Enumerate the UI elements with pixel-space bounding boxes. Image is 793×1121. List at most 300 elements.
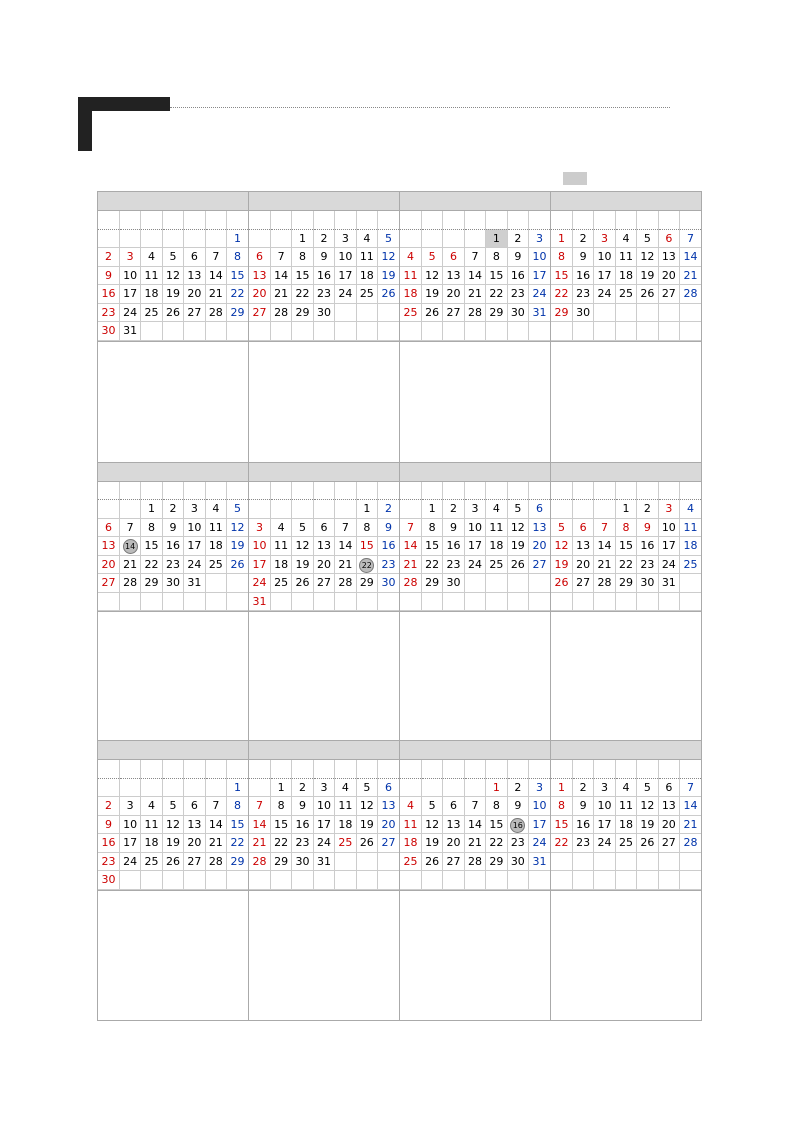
day-cell: 19 (378, 266, 399, 285)
weekday-header (400, 482, 550, 500)
day-cell: 8 (356, 518, 377, 537)
weekday-label (680, 760, 701, 778)
day-cell: 30 (292, 852, 313, 871)
weekday-label (162, 760, 183, 778)
day-cell: 23 (572, 834, 593, 853)
day-cell (615, 592, 636, 611)
day-cell: 29 (141, 574, 162, 593)
day-cell: 5 (356, 778, 377, 797)
weekday-label (637, 211, 658, 229)
week-row (98, 574, 248, 593)
week-row (98, 815, 248, 834)
week-row (551, 852, 701, 871)
day-cell: 30 (572, 303, 593, 322)
week-row (400, 815, 550, 834)
day-cell: 18 (141, 285, 162, 304)
day-cell: 29 (551, 303, 572, 322)
day-cell: 26 (162, 852, 183, 871)
weekday-label (249, 482, 270, 500)
day-cell: 7 (249, 797, 270, 816)
day-cell (594, 871, 615, 890)
day-cell: 7 (400, 518, 421, 537)
day-cell: 11 (615, 248, 636, 267)
day-cell: 21 (680, 815, 701, 834)
day-cell: 19 (292, 555, 313, 574)
day-cell (680, 871, 701, 890)
week-row (400, 834, 550, 853)
day-cell (529, 322, 550, 341)
week-row (98, 852, 248, 871)
month-grid (249, 482, 399, 612)
day-cell: 5 (637, 778, 658, 797)
week-row (551, 500, 701, 519)
day-cell: 28 (594, 574, 615, 593)
day-cell: 25 (400, 852, 421, 871)
day-cell: 7 (594, 518, 615, 537)
day-cell: 15 (227, 266, 248, 285)
day-cell: 12 (356, 797, 377, 816)
day-cell: 26 (551, 574, 572, 593)
day-cell: 25 (680, 555, 701, 574)
day-cell: 13 (529, 518, 550, 537)
day-cell (356, 852, 377, 871)
week-row (249, 592, 399, 611)
weekday-label (400, 760, 421, 778)
day-cell: 19 (507, 537, 528, 556)
day-cell (227, 574, 248, 593)
week-row (400, 285, 550, 304)
day-cell: 12 (507, 518, 528, 537)
day-cell: 6 (313, 518, 334, 537)
weekday-label (98, 760, 119, 778)
month-grid (98, 482, 248, 612)
day-cell: 16 (98, 834, 119, 853)
day-cell: 3 (594, 229, 615, 248)
day-cell: 9 (572, 248, 593, 267)
day-cell (658, 592, 679, 611)
week-row (249, 574, 399, 593)
day-cell (356, 871, 377, 890)
day-cell: 20 (184, 834, 205, 853)
day-cell: 10 (249, 537, 270, 556)
day-cell (464, 574, 485, 593)
day-cell: 9 (292, 797, 313, 816)
no-meal-swatch (563, 172, 587, 185)
day-cell (658, 303, 679, 322)
day-cell: 20 (443, 285, 464, 304)
week-row (551, 871, 701, 890)
day-cell: 26 (292, 574, 313, 593)
day-cell: 24 (529, 834, 550, 853)
week-row (249, 871, 399, 890)
day-cell: 16 (292, 815, 313, 834)
day-cell: 25 (141, 852, 162, 871)
day-cell: 11 (400, 815, 421, 834)
day-cell: 17 (594, 266, 615, 285)
day-cell (680, 574, 701, 593)
day-cell: 6 (529, 500, 550, 519)
weekday-label (141, 482, 162, 500)
day-cell (507, 574, 528, 593)
month-grid (551, 211, 701, 341)
day-cell: 3 (119, 248, 140, 267)
weekday-label (119, 760, 140, 778)
day-cell: 5 (507, 500, 528, 519)
day-cell (378, 871, 399, 890)
day-cell: 8 (141, 518, 162, 537)
week-row (400, 303, 550, 322)
day-cell (162, 871, 183, 890)
day-cell: 25 (356, 285, 377, 304)
day-cell (594, 500, 615, 519)
day-cell: 18 (205, 537, 226, 556)
day-cell: 22 (551, 834, 572, 853)
weekday-label (356, 482, 377, 500)
day-cell (443, 592, 464, 611)
weekday-label (680, 211, 701, 229)
day-cell: 10 (594, 248, 615, 267)
events-cell (98, 890, 249, 1020)
day-cell (184, 778, 205, 797)
day-cell: 13 (378, 797, 399, 816)
day-cell: 20 (184, 285, 205, 304)
week-row (400, 778, 550, 797)
day-cell: 26 (378, 285, 399, 304)
day-cell: 9 (378, 518, 399, 537)
day-cell: 18 (400, 285, 421, 304)
day-cell: 22 (486, 285, 507, 304)
day-cell: 14 (680, 248, 701, 267)
day-cell (98, 592, 119, 611)
month-grid (551, 482, 701, 612)
day-cell (378, 303, 399, 322)
day-cell: 21 (680, 266, 701, 285)
week-row (98, 778, 248, 797)
day-cell: 20 (443, 834, 464, 853)
day-cell: 27 (313, 574, 334, 593)
day-cell: 16 (162, 537, 183, 556)
week-row (98, 500, 248, 519)
week-row (98, 285, 248, 304)
week-row (400, 500, 550, 519)
day-cell (680, 303, 701, 322)
day-cell (378, 852, 399, 871)
day-cell: 12 (421, 266, 442, 285)
week-row (249, 852, 399, 871)
day-cell: 13 (184, 815, 205, 834)
weekday-header (551, 211, 701, 229)
weekday-label (184, 760, 205, 778)
day-cell: 22 (615, 555, 636, 574)
day-cell (205, 778, 226, 797)
month-title (400, 192, 550, 211)
day-cell: 18 (400, 834, 421, 853)
weekday-label (551, 211, 572, 229)
day-cell: 24 (249, 574, 270, 593)
day-cell: 30 (98, 322, 119, 341)
week-row (249, 266, 399, 285)
day-cell (184, 592, 205, 611)
month-row (98, 741, 702, 891)
day-cell: 24 (313, 834, 334, 853)
day-cell (162, 322, 183, 341)
day-cell: 25 (335, 834, 356, 853)
week-row (551, 229, 701, 248)
day-cell (227, 322, 248, 341)
day-cell (249, 871, 270, 890)
day-cell: 16 (572, 815, 593, 834)
day-cell: 10 (119, 266, 140, 285)
week-row (400, 537, 550, 556)
day-cell: 27 (529, 555, 550, 574)
weekday-label (292, 211, 313, 229)
month-grid (249, 760, 399, 890)
week-row (249, 500, 399, 519)
day-cell: 16 (98, 285, 119, 304)
day-cell: 17 (529, 266, 550, 285)
day-cell: 9 (98, 815, 119, 834)
week-row (551, 778, 701, 797)
weekday-label (486, 482, 507, 500)
day-cell (572, 852, 593, 871)
month-block (249, 741, 400, 891)
day-cell: 29 (292, 303, 313, 322)
day-cell: 11 (141, 815, 162, 834)
events-cell (551, 612, 702, 741)
weekday-label (292, 482, 313, 500)
weekday-label (464, 760, 485, 778)
day-cell (637, 322, 658, 341)
weekday-header (249, 760, 399, 778)
day-cell (292, 592, 313, 611)
day-cell (551, 592, 572, 611)
weekday-label (313, 482, 334, 500)
day-cell: 18 (615, 266, 636, 285)
weekday-label (529, 760, 550, 778)
day-cell: 1 (615, 500, 636, 519)
week-row (551, 537, 701, 556)
day-cell: 13 (249, 266, 270, 285)
day-cell: 24 (464, 555, 485, 574)
day-cell: 22 (551, 285, 572, 304)
weekday-label (551, 482, 572, 500)
day-cell: 17 (464, 537, 485, 556)
weekday-label (270, 482, 291, 500)
day-cell (486, 871, 507, 890)
day-cell: 17 (119, 285, 140, 304)
day-cell: 15 (486, 815, 507, 834)
day-cell: 8 (486, 248, 507, 267)
day-cell: 6 (572, 518, 593, 537)
week-row (98, 871, 248, 890)
weekday-label (313, 760, 334, 778)
day-cell: 7 (205, 248, 226, 267)
week-row (249, 537, 399, 556)
weekday-header (98, 482, 248, 500)
weekday-label (421, 211, 442, 229)
day-cell: 26 (637, 285, 658, 304)
day-cell: 7 (205, 797, 226, 816)
month-grid (400, 760, 550, 890)
no-meal-circle: 14 (123, 539, 138, 554)
day-cell (529, 574, 550, 593)
day-cell: 20 (313, 555, 334, 574)
day-cell: 1 (421, 500, 442, 519)
day-cell: 12 (162, 266, 183, 285)
day-cell (615, 871, 636, 890)
weekday-label (378, 760, 399, 778)
day-cell: 8 (486, 797, 507, 816)
weekday-label (162, 211, 183, 229)
day-cell: 17 (184, 537, 205, 556)
day-cell: 18 (335, 815, 356, 834)
day-cell (313, 592, 334, 611)
day-cell: 20 (98, 555, 119, 574)
day-cell (270, 322, 291, 341)
week-row (400, 592, 550, 611)
day-cell: 24 (335, 285, 356, 304)
day-cell: 16 (378, 537, 399, 556)
day-cell: 6 (443, 248, 464, 267)
day-cell: 23 (507, 285, 528, 304)
weekday-label (335, 760, 356, 778)
week-row (249, 797, 399, 816)
weekday-label (486, 760, 507, 778)
day-cell: 20 (658, 815, 679, 834)
day-cell: 27 (378, 834, 399, 853)
month-grid (249, 211, 399, 341)
day-cell: 30 (162, 574, 183, 593)
day-cell: 9 (443, 518, 464, 537)
day-cell: 8 (227, 248, 248, 267)
day-cell (400, 500, 421, 519)
month-row (98, 462, 702, 612)
month-grid (98, 211, 248, 341)
week-row (249, 834, 399, 853)
day-cell: 3 (184, 500, 205, 519)
day-cell: 22 (227, 285, 248, 304)
day-cell: 2 (443, 500, 464, 519)
day-cell (98, 778, 119, 797)
day-cell (119, 500, 140, 519)
day-cell: 9 (572, 797, 593, 816)
day-cell: 28 (205, 852, 226, 871)
day-cell: 5 (162, 797, 183, 816)
month-title (98, 463, 248, 482)
calendar-table (97, 191, 702, 1021)
day-cell: 26 (227, 555, 248, 574)
day-cell: 31 (313, 852, 334, 871)
day-cell: 17 (529, 815, 550, 834)
day-cell (378, 592, 399, 611)
day-cell (400, 229, 421, 248)
day-cell: 27 (184, 852, 205, 871)
day-cell: 25 (141, 303, 162, 322)
day-cell (205, 574, 226, 593)
day-cell (529, 871, 550, 890)
week-row (551, 555, 701, 574)
weekday-label (227, 211, 248, 229)
day-cell: 21 (594, 555, 615, 574)
month-grid (400, 211, 550, 341)
day-cell (464, 229, 485, 248)
month-title (98, 192, 248, 211)
day-cell: 16 (507, 266, 528, 285)
day-cell: 10 (464, 518, 485, 537)
week-row (400, 266, 550, 285)
day-cell: 12 (421, 815, 442, 834)
day-cell (551, 852, 572, 871)
day-cell: 25 (400, 303, 421, 322)
day-cell (421, 322, 442, 341)
weekday-header (551, 760, 701, 778)
day-cell: 20 (249, 285, 270, 304)
day-cell: 22 (141, 555, 162, 574)
day-cell (335, 322, 356, 341)
month-block (400, 462, 551, 612)
day-cell: 31 (658, 574, 679, 593)
day-cell: 29 (486, 852, 507, 871)
weekday-label (443, 760, 464, 778)
day-cell: 12 (292, 537, 313, 556)
day-cell (162, 229, 183, 248)
day-cell (529, 592, 550, 611)
day-cell: 26 (162, 303, 183, 322)
events-row (98, 890, 702, 1020)
day-cell: 14 (680, 797, 701, 816)
day-cell: 1 (551, 229, 572, 248)
day-cell (184, 229, 205, 248)
day-cell: 25 (270, 574, 291, 593)
day-cell (119, 229, 140, 248)
day-cell: 16 (572, 266, 593, 285)
day-cell: 18 (141, 834, 162, 853)
weekday-label (313, 211, 334, 229)
events-cell (249, 341, 400, 462)
day-cell: 5 (378, 229, 399, 248)
day-cell: 2 (637, 500, 658, 519)
day-cell (572, 592, 593, 611)
day-cell: 25 (615, 285, 636, 304)
day-cell (680, 852, 701, 871)
week-row (551, 797, 701, 816)
day-cell: 19 (551, 555, 572, 574)
day-cell (594, 322, 615, 341)
day-cell: 4 (356, 229, 377, 248)
day-cell: 21 (205, 834, 226, 853)
legend (563, 172, 593, 187)
day-cell (119, 537, 140, 556)
day-cell (313, 322, 334, 341)
day-cell: 30 (637, 574, 658, 593)
weekday-label (594, 482, 615, 500)
day-cell: 26 (507, 555, 528, 574)
day-cell: 27 (184, 303, 205, 322)
day-cell: 12 (162, 815, 183, 834)
day-cell: 30 (507, 303, 528, 322)
day-cell: 13 (658, 797, 679, 816)
week-row (400, 555, 550, 574)
weekday-label (507, 482, 528, 500)
weekday-label (658, 482, 679, 500)
week-row (551, 303, 701, 322)
day-cell: 25 (615, 834, 636, 853)
day-cell: 27 (443, 852, 464, 871)
day-cell (205, 871, 226, 890)
day-cell: 31 (119, 322, 140, 341)
day-cell: 27 (572, 574, 593, 593)
month-grid (400, 482, 550, 612)
